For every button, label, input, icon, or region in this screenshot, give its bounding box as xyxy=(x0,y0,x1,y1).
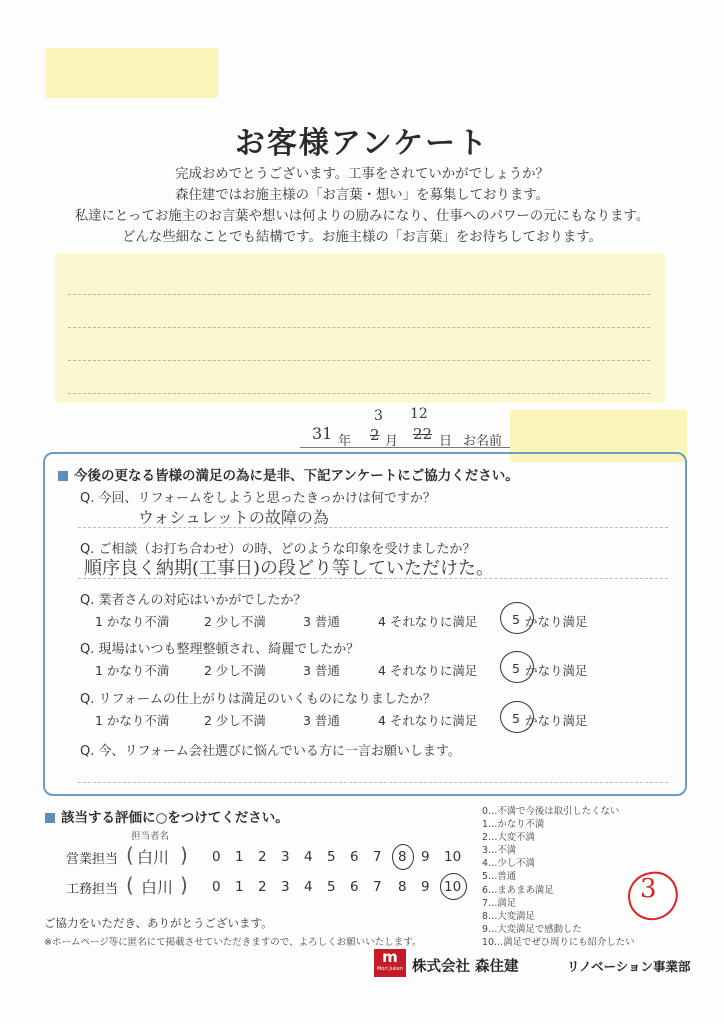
construction-scale-7[interactable]: 7 xyxy=(373,879,382,895)
q5-option-4[interactable]: 4 それなりに満足 xyxy=(378,713,478,728)
date-year-unit: 年 xyxy=(338,434,352,449)
redacted-area-top xyxy=(45,48,218,98)
date-month: 3 xyxy=(374,408,383,424)
sales-label: 営業担当 xyxy=(66,852,119,867)
date-month-unit: 月 xyxy=(385,434,399,449)
answer-1[interactable]: ウォシュレットの故障の為 xyxy=(138,508,329,527)
free-comment-box[interactable] xyxy=(55,253,665,403)
sales-scale-3[interactable]: 3 xyxy=(281,849,290,865)
legend-item: 1…かなり不満 xyxy=(482,819,545,831)
date-day-unit: 日 xyxy=(439,434,453,449)
legend-item: 3…不満 xyxy=(482,845,517,857)
construction-scale-3[interactable]: 3 xyxy=(281,879,290,895)
company-logo xyxy=(374,949,406,977)
answer-2-line xyxy=(78,578,668,579)
question-4: Q. 現場はいつも整理整頓され、綺麗でしたか？ xyxy=(80,642,360,657)
q3-option-1[interactable]: 1 かなり不満 xyxy=(95,614,170,629)
company-division: リノベーション事業部 xyxy=(567,959,691,974)
intro-line-2: 森住建ではお施主様の「お言葉・想い」を募集しております。 xyxy=(175,188,549,203)
construction-scale-0[interactable]: 0 xyxy=(212,879,221,895)
intro-line-4: どんな些細なことでも結構です。お施主様の「お言葉」をお待ちしております。 xyxy=(122,230,602,245)
q5-option-5-label[interactable]: かなり満足 xyxy=(525,713,588,728)
q4-option-5-label[interactable]: かなり満足 xyxy=(525,663,588,678)
sales-scale-6[interactable]: 6 xyxy=(350,849,359,865)
date-day: 12 xyxy=(410,406,428,422)
sales-scale-0[interactable]: 0 xyxy=(212,849,221,865)
staff-name-label: 担当者名 xyxy=(131,831,170,842)
q5-option-5-number[interactable]: 5 xyxy=(512,711,520,726)
q4-option-4[interactable]: 4 それなりに満足 xyxy=(378,663,478,678)
sales-scale-5[interactable]: 5 xyxy=(327,849,336,865)
page-title: お客様アンケート xyxy=(234,126,490,161)
selected-circle-mark xyxy=(500,701,534,733)
sales-scale-10[interactable]: 10 xyxy=(444,849,462,865)
thanks-text: ご協力をいただき、ありがとうございます。 xyxy=(44,916,273,930)
date-month-struck: 2 xyxy=(370,426,380,444)
intro-line-1: 完成おめでとうございます。工事をされていかがでしょうか？ xyxy=(175,167,549,182)
construction-scale-4[interactable]: 4 xyxy=(304,879,313,895)
legend-item: 8…大変満足 xyxy=(482,910,535,922)
question-5: Q. リフォームの仕上がりは満足のいくものになりましたか？ xyxy=(80,692,436,707)
q5-option-1[interactable]: 1 かなり不満 xyxy=(95,713,170,728)
logo-sub: Mori Juken xyxy=(376,966,403,972)
question-3: Q. 業者さんの対応はいかがでしたか？ xyxy=(80,593,307,608)
construction-name-bracket-close: ) xyxy=(180,873,188,897)
construction-scale-2[interactable]: 2 xyxy=(258,879,267,895)
sales-scale-4[interactable]: 4 xyxy=(304,849,313,865)
construction-scale-6[interactable]: 6 xyxy=(350,879,359,895)
intro-line-3: 私達にとってお施主のお言葉や想いは何よりの励みになり、仕事へのパワーの元にもなります。 xyxy=(74,209,650,224)
q4-option-2[interactable]: 2 少し不満 xyxy=(204,663,266,678)
square-bullet-icon xyxy=(45,813,55,823)
selected-circle-mark xyxy=(500,602,534,634)
q4-option-1[interactable]: 1 かなり不満 xyxy=(95,663,170,678)
sales-scale-1[interactable]: 1 xyxy=(235,849,244,865)
survey-heading xyxy=(58,464,519,484)
sales-name-bracket-close: ) xyxy=(180,843,188,867)
survey-heading-text: 今後の更なる皆様の満足の為に是非、下記アンケートにご協力ください。 xyxy=(74,468,519,484)
sales-scale-7[interactable]: 7 xyxy=(373,849,382,865)
construction-label: 工務担当 xyxy=(66,882,119,897)
q5-option-2[interactable]: 2 少し不満 xyxy=(204,713,266,728)
comment-ruled-line xyxy=(68,327,650,328)
construction-name[interactable]: 白川 xyxy=(141,878,174,897)
construction-scale-10[interactable]: 10 xyxy=(444,879,462,895)
company-name: 株式会社 森住建 xyxy=(412,959,519,975)
date-day-struck: 22 xyxy=(413,425,433,443)
q3-option-4[interactable]: 4 それなりに満足 xyxy=(378,614,478,629)
q3-option-3[interactable]: 3 普通 xyxy=(303,614,340,629)
construction-scale-8[interactable]: 8 xyxy=(398,879,407,895)
logo-mark: m xyxy=(382,948,398,966)
legend-item: 0…不満で今後は取引したくない xyxy=(482,806,620,817)
construction-score-circle xyxy=(440,873,467,900)
red-score-mark-number: 3 xyxy=(640,874,657,904)
date-year: 31 xyxy=(312,424,333,443)
rating-legend xyxy=(482,805,635,949)
q4-option-3[interactable]: 3 普通 xyxy=(303,663,340,678)
answer-1-line xyxy=(78,527,668,528)
sales-name[interactable]: 白川 xyxy=(137,848,170,867)
q3-option-2[interactable]: 2 少し不満 xyxy=(204,614,266,629)
legend-item: 6…まあまあ満足 xyxy=(482,884,554,896)
answer-2[interactable]: 順序良く納期(工事日)の段どり等していただけた。 xyxy=(84,558,495,579)
sales-score-circle xyxy=(392,844,414,870)
comment-ruled-line xyxy=(68,360,650,361)
construction-scale-5[interactable]: 5 xyxy=(327,879,336,895)
answer-6-line xyxy=(78,782,668,783)
date-underline xyxy=(300,447,510,448)
sales-scale-9[interactable]: 9 xyxy=(421,849,430,865)
question-2: Q. ご相談（お打ち合わせ）の時、どのような印象を受けましたか？ xyxy=(80,542,476,557)
legend-item: 2…大変不満 xyxy=(482,832,535,844)
legend-item: 9…大変満足で感動した xyxy=(482,923,582,935)
sales-name-bracket-open: ( xyxy=(126,843,134,867)
square-bullet-icon xyxy=(58,471,68,481)
question-1: Q. 今回、リフォームをしようと思ったきっかけは何ですか？ xyxy=(80,491,436,506)
rating-heading xyxy=(45,806,289,826)
comment-ruled-line xyxy=(68,294,650,295)
sales-scale-2[interactable]: 2 xyxy=(258,849,267,865)
q3-option-5-label[interactable]: かなり満足 xyxy=(525,614,588,629)
legend-item: 4…少し不満 xyxy=(482,858,535,870)
construction-scale-9[interactable]: 9 xyxy=(421,879,430,895)
comment-ruled-line xyxy=(68,393,650,394)
construction-name-bracket-open: ( xyxy=(126,873,134,897)
q4-option-5-number[interactable]: 5 xyxy=(512,661,520,676)
legend-item: 7…満足 xyxy=(482,897,517,909)
question-6: Q. 今、リフォーム会社選びに悩んでいる方に一言お願いします。 xyxy=(80,744,461,759)
rating-heading-text: 該当する評価に○をつけてください。 xyxy=(61,810,289,826)
q5-option-3[interactable]: 3 普通 xyxy=(303,713,340,728)
q3-option-5-number[interactable]: 5 xyxy=(512,612,520,627)
legend-item: 5…普通 xyxy=(482,871,517,883)
name-label: お名前 xyxy=(463,434,503,449)
selected-circle-mark xyxy=(500,651,534,683)
legend-item: 10…満足でぜひ周りにも紹介したい xyxy=(482,936,635,948)
publication-note: ※ホームページ等に匿名にて掲載させていただきますので、よろしくお願いいたします。 xyxy=(44,937,422,948)
construction-scale-1[interactable]: 1 xyxy=(235,879,244,895)
sales-scale-8[interactable]: 8 xyxy=(398,849,407,865)
